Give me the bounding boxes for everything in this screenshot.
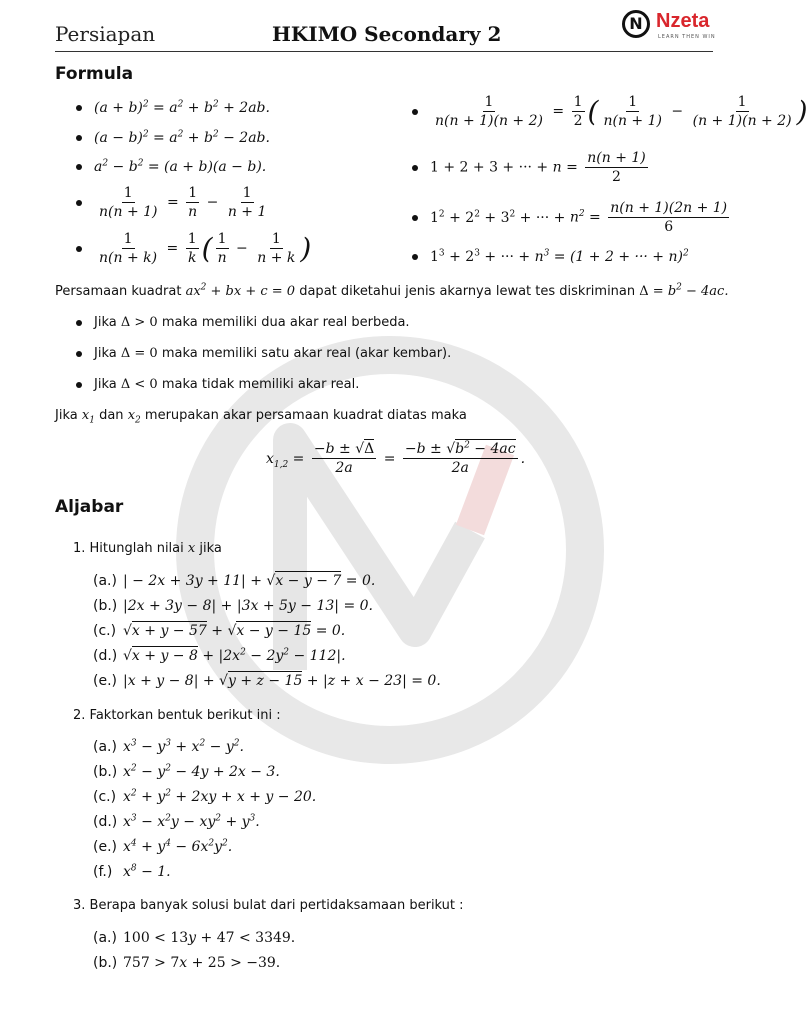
discriminant-case: Jika Δ < 0 maka tidak memiliki akar real. <box>76 377 359 392</box>
formula-item: $(a - b)^2 = a^2 + b^2 - 2ab$. <box>76 130 270 146</box>
section-aljabar-heading: Aljabar <box>55 497 124 517</box>
formula-item: $\frac{1}{n(n + 1)}$ = $\frac{1}{n}$ − $\frac{1}{n + 1}$ <box>76 185 271 220</box>
roots-sentence: Jika $x_1$ dan $x_2$ merupakan akar persamaan kuadrat diatas maka <box>55 408 467 426</box>
formula-item: $a^2 - b^2 = (a + b)(a - b)$. <box>76 159 266 175</box>
brand-logo <box>622 8 742 44</box>
problem-1b: (b.) |2x + 3y − 8| + |3x + 5y − 13| = 0. <box>93 598 374 614</box>
logo-tagline: LEARN THEN WIN <box>658 34 716 40</box>
problem-2c: (c.) $x^2 + y^2 + 2xy + x + y - 20$. <box>93 788 317 805</box>
section-formula-heading: Formula <box>55 64 134 84</box>
logo-text: Nzeta <box>656 10 710 32</box>
discriminant-sentence: Persamaan kuadrat $ax^2$ + bx + c = 0 dapat diketahui jenis akarnya lewat tes diskriminan $\Delta = b^2 - 4ac$. <box>55 282 729 299</box>
problem-3a: (a.) 100 < 13y + 47 < 3349. <box>93 930 296 946</box>
problem-1-title: 1. Hitunglah nilai x jika <box>73 541 222 556</box>
formula-item: $1^2 + 2^2 + 3^2$ + ··· + $n^2$ = $\frac{n(n + 1)(2n + 1)}{6}$ <box>412 200 732 235</box>
formula-item: $(a + b)^2 = a^2 + b^2 + 2ab$. <box>76 100 270 116</box>
problem-2e: (e.) $x^4 + y^4 - 6x^2y^2$. <box>93 838 233 855</box>
problem-2f: (f.) $x^8 - 1$. <box>93 863 171 880</box>
problem-1d: (d.) $√x + y - 8 + |2x^2 - 2y^2 - 112|$. <box>93 647 346 664</box>
discriminant-case: Jika Δ > 0 maka memiliki dua akar real berbeda. <box>76 315 410 330</box>
problem-2a: (a.) $x^3 - y^3 + x^2 - y^2$. <box>93 738 244 755</box>
problem-1a: (a.) | − 2x + 3y + 11| + √x − y − 7 = 0. <box>93 573 376 589</box>
formula-item: 1 + 2 + 3 + ··· + n = $\frac{n(n + 1)}{2}$ <box>412 150 651 185</box>
formula-item: $\frac{1}{n(n + 1)(n + 2)}$ = $\frac{1}{2}$ ( $\frac{1}{n(n + 1)}$ − $\frac{1}{(n + 1)(n + 2)}$ ) <box>412 94 808 129</box>
problem-2d: (d.) $x^3 - x^2y - xy^2 + y^3$. <box>93 813 260 830</box>
discriminant-case: Jika Δ = 0 maka memiliki satu akar real (akar kembar). <box>76 346 451 361</box>
header-rule <box>55 51 713 52</box>
problem-1c: (c.) √x + y − 57 + √x − y − 15 = 0. <box>93 623 346 639</box>
header-center-title: HKIMO Secondary 2 <box>272 22 502 46</box>
watermark-logo <box>170 330 610 770</box>
problem-3-title: 3. Berapa banyak solusi bulat dari pertidaksamaan berikut : <box>73 898 464 913</box>
problem-1e: (e.) |x + y − 8| + √y + z − 15 + |z + x − 23| = 0. <box>93 673 441 689</box>
problem-2-title: 2. Faktorkan bentuk berikut ini : <box>73 708 281 723</box>
problem-3b: (b.) 757 > 7x + 25 > −39. <box>93 955 281 971</box>
header-left-title: Persiapan <box>55 22 156 46</box>
formula-item: $1^3 + 2^3$ + ··· + $n^3 = (1 + 2$ + ··· + n)$^2$ <box>412 249 689 265</box>
quadratic-formula: $x_{1,2}$ = $\frac{-b \pm √\Delta}{2a}$ = $\frac{-b \pm √b^2 - 4ac}{2a}$ . <box>266 440 526 476</box>
logo-mark: N <box>622 10 650 38</box>
formula-item: $\frac{1}{n(n + k)}$ = $\frac{1}{k}$ ( $\frac{1}{n}$ − $\frac{1}{n + k}$ ) <box>76 231 311 266</box>
problem-2b: (b.) $x^2 - y^2 - 4y + 2x - 3$. <box>93 763 280 780</box>
